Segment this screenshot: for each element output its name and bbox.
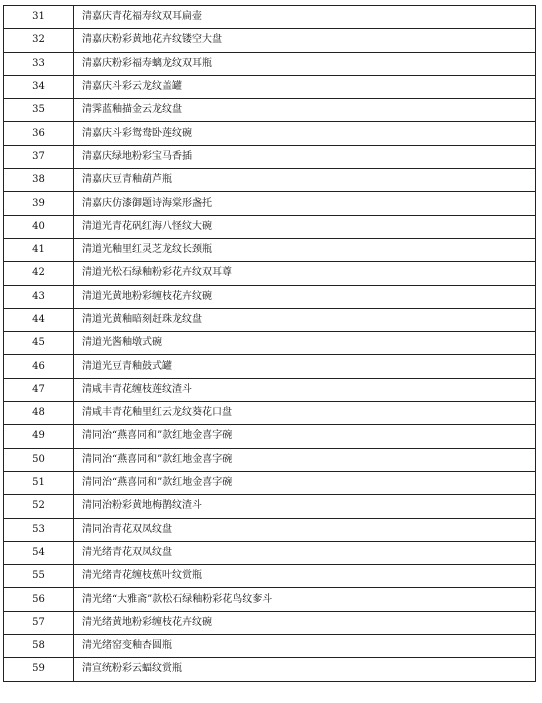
- table-row: [4, 518, 536, 541]
- item-name: 清嘉庆豆青釉葫芦瓶: [74, 169, 536, 192]
- table-row: [4, 425, 536, 448]
- table-row: [4, 99, 536, 122]
- item-name: 清光绪青花双凤纹盘: [74, 541, 536, 564]
- table-row: [4, 402, 536, 425]
- table-row: [4, 635, 536, 658]
- item-name: 清光绪青花缠枝蕉叶纹赏瓶: [74, 565, 536, 588]
- table-row: [4, 471, 536, 494]
- item-name: 清光绪“大雅斋”款松石绿釉粉彩花鸟纹奓斗: [74, 588, 536, 611]
- table-row: [4, 169, 536, 192]
- table-row: [4, 215, 536, 238]
- item-name: 清道光豆青釉鼓式罐: [74, 355, 536, 378]
- item-name: 清道光黄釉暗刻赶珠龙纹盘: [74, 308, 536, 331]
- item-number: 32: [4, 29, 74, 52]
- table-row: [4, 588, 536, 611]
- item-number: 40: [4, 215, 74, 238]
- item-number: 44: [4, 308, 74, 331]
- item-number: 45: [4, 332, 74, 355]
- item-number: 31: [4, 6, 74, 29]
- item-number: 56: [4, 588, 74, 611]
- item-name: 清道光青花矾红海八怪纹大碗: [74, 215, 536, 238]
- item-name: 清道光黄地粉彩缠枝花卉纹碗: [74, 285, 536, 308]
- item-number: 52: [4, 495, 74, 518]
- item-name: 清光绪窑变釉杏圆瓶: [74, 635, 536, 658]
- item-number: 34: [4, 75, 74, 98]
- item-name: 清宣统粉彩云蝠纹赏瓶: [74, 658, 536, 681]
- item-number: 55: [4, 565, 74, 588]
- item-name: 清嘉庆斗彩云龙纹盖罐: [74, 75, 536, 98]
- table-row: [4, 285, 536, 308]
- item-number: 51: [4, 471, 74, 494]
- table-row: [4, 192, 536, 215]
- table-row: [4, 262, 536, 285]
- item-number: 58: [4, 635, 74, 658]
- item-name: 清道光釉里红灵芝龙纹长颈瓶: [74, 238, 536, 261]
- table-row: [4, 308, 536, 331]
- item-number: 59: [4, 658, 74, 681]
- item-number: 54: [4, 541, 74, 564]
- item-name: 清同治“燕喜同和”款红地金喜字碗: [74, 471, 536, 494]
- table-row: [4, 378, 536, 401]
- item-number: 37: [4, 145, 74, 168]
- table-row: [4, 355, 536, 378]
- item-number: 49: [4, 425, 74, 448]
- item-name: 清道光酱釉墩式碗: [74, 332, 536, 355]
- item-number: 38: [4, 169, 74, 192]
- item-name: 清同治“燕喜同和”款红地金喜字碗: [74, 425, 536, 448]
- item-name: 清嘉庆粉彩福寿螭龙纹双耳瓶: [74, 52, 536, 75]
- item-name: 清咸丰青花釉里红云龙纹葵花口盘: [74, 402, 536, 425]
- item-name: 清咸丰青花缠枝莲纹渣斗: [74, 378, 536, 401]
- table-row: [4, 611, 536, 634]
- item-number: 47: [4, 378, 74, 401]
- item-name: 清嘉庆粉彩黄地花卉纹镂空大盘: [74, 29, 536, 52]
- item-number: 36: [4, 122, 74, 145]
- catalog-table-body: [4, 6, 536, 682]
- item-name: 清嘉庆仿漆御题诗海棠形盏托: [74, 192, 536, 215]
- item-number: 46: [4, 355, 74, 378]
- table-row: [4, 75, 536, 98]
- item-name: 清嘉庆青花福寿纹双耳扁壶: [74, 6, 536, 29]
- item-number: 33: [4, 52, 74, 75]
- item-name: 清同治青花双凤纹盘: [74, 518, 536, 541]
- item-name: 清嘉庆斗彩鸳鸯卧莲纹碗: [74, 122, 536, 145]
- item-number: 48: [4, 402, 74, 425]
- item-name: 清光绪黄地粉彩缠枝花卉纹碗: [74, 611, 536, 634]
- catalog-table: [3, 5, 536, 682]
- table-row: [4, 541, 536, 564]
- item-number: 43: [4, 285, 74, 308]
- table-row: [4, 495, 536, 518]
- item-number: 53: [4, 518, 74, 541]
- item-number: 50: [4, 448, 74, 471]
- table-row: [4, 145, 536, 168]
- table-row: [4, 6, 536, 29]
- item-name: 清嘉庆绿地粉彩宝马香插: [74, 145, 536, 168]
- item-name: 清同治“燕喜同和”款红地金喜字碗: [74, 448, 536, 471]
- table-row: [4, 332, 536, 355]
- table-row: [4, 29, 536, 52]
- item-number: 39: [4, 192, 74, 215]
- item-number: 35: [4, 99, 74, 122]
- item-number: 42: [4, 262, 74, 285]
- item-name: 清霁蓝釉描金云龙纹盘: [74, 99, 536, 122]
- item-name: 清道光松石绿釉粉彩花卉纹双耳尊: [74, 262, 536, 285]
- table-row: [4, 122, 536, 145]
- item-name: 清同治粉彩黄地梅鹊纹渣斗: [74, 495, 536, 518]
- table-row: [4, 448, 536, 471]
- item-number: 57: [4, 611, 74, 634]
- table-row: [4, 658, 536, 681]
- table-row: [4, 565, 536, 588]
- table-row: [4, 52, 536, 75]
- item-number: 41: [4, 238, 74, 261]
- table-row: [4, 238, 536, 261]
